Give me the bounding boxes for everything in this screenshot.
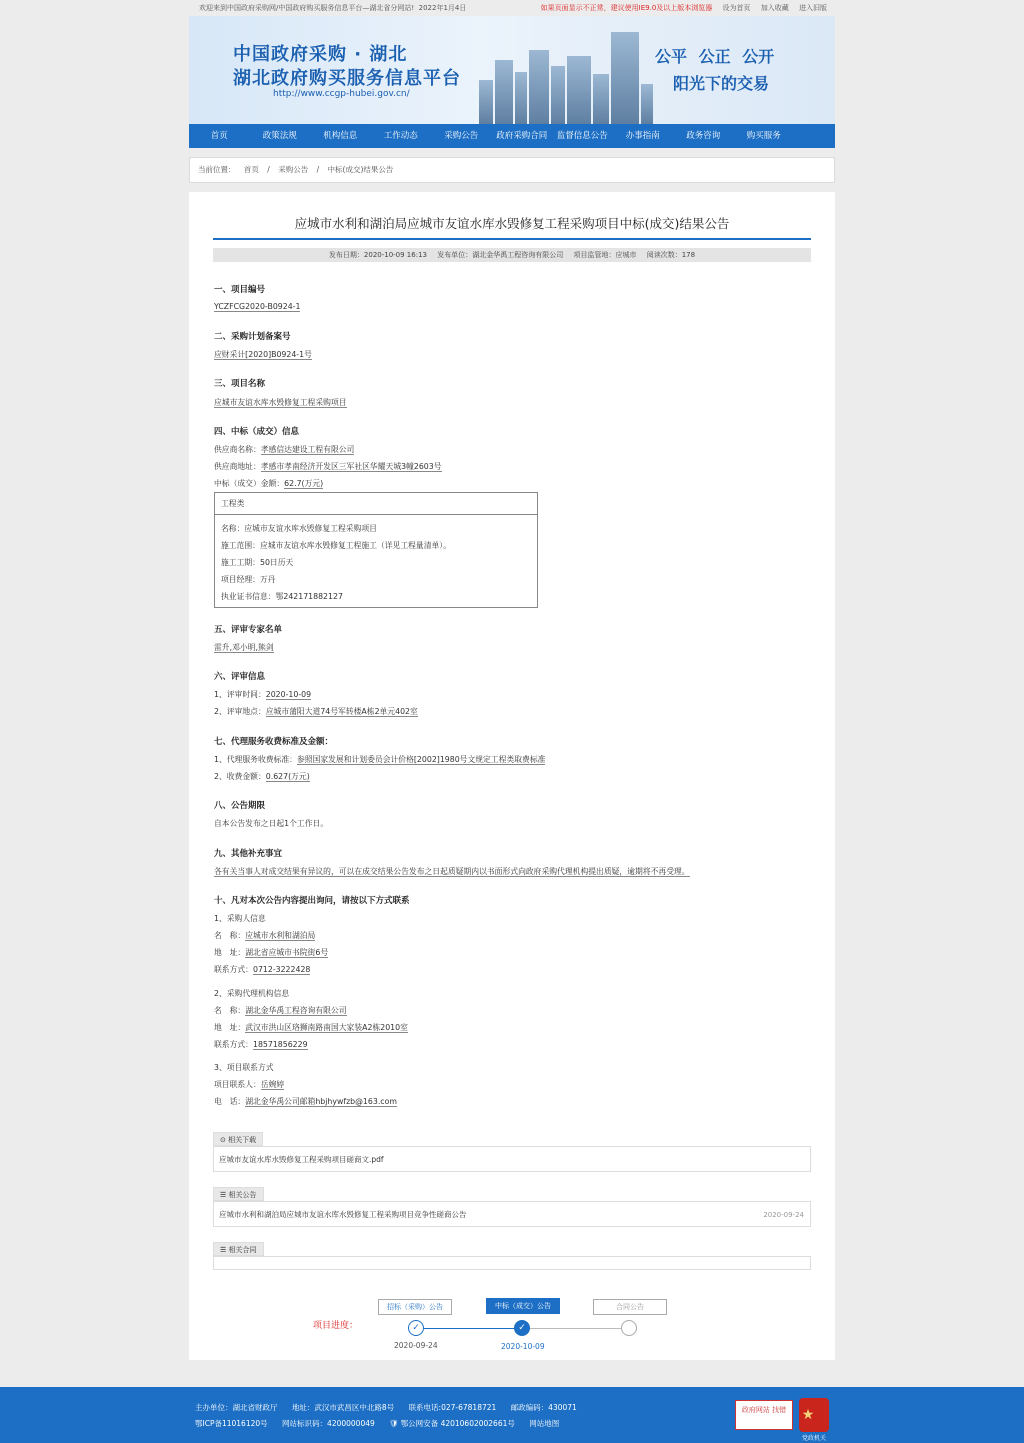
table-row: 执业证书信息：鄂242171882127: [221, 592, 343, 601]
download-icon: ⊙: [220, 1136, 226, 1144]
review-time-label: 1、评审时间：: [214, 690, 266, 699]
set-homepage-link[interactable]: 设为首页: [722, 4, 751, 12]
article-meta: [213, 248, 811, 262]
building-graphic: [611, 32, 639, 124]
plan-record-number: 应财采计[2020]B0924-1号: [214, 350, 312, 359]
fee-amount: 0.627(万元): [265, 772, 310, 781]
agency-name-label: 名 称：: [214, 1006, 246, 1015]
tab-downloads-label: 相关下载: [228, 1136, 257, 1144]
browser-warning: 如果页面显示不正常，建议使用IE9.0及以上版本浏览器: [540, 4, 713, 12]
fee-amount-label: 2、收费金额：: [214, 772, 266, 781]
supplier-address-label: 供应商地址：: [214, 462, 261, 471]
site-subtitle: 湖北政府购买服务信息平台: [233, 68, 461, 89]
breadcrumb-separator: /: [267, 165, 270, 174]
supplier-label: 供应商名称：: [214, 445, 261, 454]
step-award-announcement[interactable]: 中标（成交）公告: [486, 1298, 560, 1314]
main-nav: [189, 124, 835, 148]
error-report-badge[interactable]: 政府网站 找错: [735, 1400, 793, 1430]
party-government-badge[interactable]: [799, 1398, 829, 1432]
top-bar: [189, 0, 835, 16]
contact-person: 岳婉婷: [260, 1080, 285, 1089]
purchaser-tel-label: 联系方式：: [214, 965, 253, 974]
building-graphic: [641, 84, 653, 124]
progress-label: 项目进度：: [313, 1321, 359, 1331]
project-name: 应城市友谊水库水毁修复工程采购项目: [214, 398, 347, 407]
agency-name: 湖北金华禹工程咨询有限公司: [245, 1006, 347, 1015]
footer-sitemap[interactable]: 网站地图: [529, 1419, 560, 1428]
breadcrumb-label: 当前位置：: [198, 165, 236, 174]
current-date: 2022年1月4日: [418, 4, 467, 12]
police-badge-icon: 🛡: [389, 1419, 399, 1428]
title-divider: [213, 238, 811, 240]
list-icon: ☰: [220, 1246, 227, 1254]
review-location-label: 2、评审地点：: [214, 707, 266, 716]
agency-address-label: 地 址：: [214, 1023, 246, 1032]
footer-address: 地址：武汉市武昌区中北路8号: [291, 1403, 395, 1412]
footer-site-code: 网站标识码：4200000049: [282, 1419, 375, 1428]
table-row: 施工工期：50日历天: [221, 558, 294, 567]
fee-standard-label: 1、代理服务收费标准：: [214, 755, 297, 764]
site-footer: [0, 1387, 1024, 1443]
footer-sponsor: 主办单位：湖北省财政厅: [195, 1403, 278, 1412]
building-graphic: [479, 80, 493, 124]
welcome-text: 欢迎来到中国政府采购网/中国政府购买服务信息平台—湖北省分网站!: [199, 4, 415, 12]
supplier-name: 孝感信达建设工程有限公司: [260, 445, 355, 454]
tab-notices-label: 相关公告: [228, 1191, 257, 1199]
review-time: 2020-10-09: [265, 690, 312, 699]
nav-item-services[interactable]: 购买服务: [746, 131, 781, 141]
related-downloads: [213, 1132, 811, 1172]
project-contact-title: 3、项目联系方式: [214, 1063, 274, 1072]
section-heading: 七、代理服务收费标准及金额：: [214, 737, 334, 747]
article-panel: [189, 192, 835, 1360]
tab-downloads[interactable]: [213, 1132, 263, 1146]
supplier-address: 孝感市孝南经济开发区三军社区华耀天城3幢2603号: [260, 462, 442, 471]
agency-tel-label: 联系方式：: [214, 1040, 253, 1049]
section-heading: 五、评审专家名单: [214, 625, 283, 635]
add-favorite-link[interactable]: 加入收藏: [760, 4, 789, 12]
agency-address: 武汉市洪山区珞狮南路南国大家装A2栋2010室: [245, 1023, 408, 1032]
nav-item-guide[interactable]: 办事指南: [625, 131, 660, 141]
step-contract-announcement[interactable]: 合同公告: [593, 1299, 667, 1315]
step-tender-announcement[interactable]: 招标（采购）公告: [378, 1299, 452, 1315]
pending-circle-icon: [621, 1320, 637, 1336]
table-row: 名称：应城市友谊水库水毁修复工程采购项目: [221, 524, 377, 533]
notice-item[interactable]: [213, 1201, 811, 1227]
old-version-link[interactable]: 进入旧版: [799, 4, 827, 12]
building-graphic: [551, 66, 565, 124]
review-location: 应城市蒲阳大道74号军转楼A栋2单元402室: [265, 707, 418, 716]
breadcrumb-home[interactable]: 首页: [243, 165, 259, 174]
nav-item-announcements[interactable]: 采购公告: [444, 131, 479, 141]
bid-amount-label: 中标（成交）金额：: [214, 479, 285, 488]
building-graphic: [567, 56, 591, 124]
site-banner: [189, 16, 835, 124]
nav-item-policy[interactable]: 政策法规: [262, 131, 297, 141]
building-graphic: [593, 74, 609, 124]
party-government-label: 党政机关: [801, 1435, 826, 1442]
notice-date: 2020-09-24: [763, 1211, 804, 1219]
list-icon: ☰: [220, 1191, 227, 1199]
nav-item-news[interactable]: 工作动态: [383, 131, 418, 141]
expert-list: 雷升,邓小明,熊剑: [214, 643, 274, 652]
related-notices: [213, 1187, 811, 1227]
footer-postcode: 邮政编码：430071: [510, 1403, 577, 1412]
download-file-link[interactable]: 应城市友谊水库水毁修复工程采购项目磋商文.pdf: [219, 1155, 384, 1164]
site-title: 中国政府采购 · 湖北: [233, 44, 408, 65]
section-heading: 三、项目名称: [214, 379, 266, 389]
breadcrumb-announcements[interactable]: 采购公告: [278, 165, 309, 174]
tab-notices[interactable]: [213, 1187, 264, 1201]
slogan-fair: 公平 公正 公开: [655, 47, 775, 66]
footer-police[interactable]: 鄂公网安备 42010602002661号: [400, 1419, 515, 1428]
nav-item-home[interactable]: 首页: [210, 131, 228, 141]
article-title: 应城市水利和湖泊局应城市友谊水库水毁修复工程采购项目中标(成交)结果公告: [294, 216, 730, 231]
progress-line-pending: [530, 1328, 630, 1329]
publish-date: 发布日期：2020-10-09 16:13: [328, 251, 427, 259]
read-count: 阅读次数：178: [646, 251, 696, 259]
check-icon: ✓: [514, 1320, 530, 1336]
section-heading: 二、采购计划备案号: [214, 332, 291, 342]
purchaser-tel: 0712-3222428: [252, 965, 311, 974]
footer-phone: 联系电话:027-67818721: [408, 1403, 497, 1412]
breadcrumb: [189, 157, 835, 183]
purchaser-title: 1、采购人信息: [214, 914, 266, 923]
section-heading: 六、评审信息: [214, 672, 266, 682]
footer-icp[interactable]: 鄂ICP备11016120号: [195, 1419, 268, 1428]
site-url: http://www.ccgp-hubei.gov.cn/: [273, 89, 410, 99]
building-graphic: [495, 60, 513, 124]
contact-person-label: 项目联系人：: [214, 1080, 261, 1089]
agency-title: 2、采购代理机构信息: [214, 989, 290, 998]
supervision-location: 项目监管地：应城市: [573, 251, 637, 259]
purchaser-address: 湖北省应城市书院街6号: [245, 948, 329, 957]
building-graphic: [529, 50, 549, 124]
nav-item-consult[interactable]: 政务咨询: [686, 131, 721, 141]
download-item[interactable]: [213, 1146, 811, 1172]
agency-tel: 18571856229: [252, 1040, 308, 1049]
breadcrumb-separator: /: [316, 165, 320, 174]
table-row: 项目经理：万丹: [221, 575, 276, 584]
supplementary-note: 各有关当事人对成交结果有异议的，可以在成交结果公告发布之日起质疑期内以书面形式向政府采购代理机构提出质疑，逾期将不再受理。: [214, 867, 690, 876]
table-row: 施工范围：应城市友谊水库水毁修复工程施工（详见工程量清单）。: [221, 541, 452, 550]
section-heading: 十、凡对本次公告内容提出询问，请按以下方式联系: [214, 896, 410, 906]
contact-phone: 湖北金华禹公司邮箱hbjhywfzb@163.com: [245, 1097, 397, 1106]
related-contracts: [213, 1242, 811, 1270]
section-heading: 一、项目编号: [214, 285, 266, 295]
notice-link[interactable]: 应城市水利和湖泊局应城市友谊水库水毁修复工程采购项目竞争性磋商公告: [219, 1210, 467, 1219]
section-heading: 九、其他补充事宜: [214, 849, 283, 859]
slogan-sunshine: 阳光下的交易: [673, 74, 770, 93]
bid-amount: 62.7(万元): [284, 479, 324, 488]
nav-item-agencies[interactable]: 机构信息: [323, 131, 358, 141]
publisher: 发布单位：湖北金华禹工程咨询有限公司: [437, 251, 564, 259]
nav-item-contracts[interactable]: 政府采购合同: [496, 131, 548, 141]
project-number: YCZFCG2020-B0924-1: [214, 302, 301, 311]
contact-phone-label: 电 话：: [214, 1097, 246, 1106]
section-heading: 八、公告期限: [214, 801, 266, 811]
contracts-list: [213, 1256, 811, 1270]
building-graphic: [515, 72, 527, 124]
notice-period: 自本公告发布之日起1个工作日。: [214, 819, 329, 828]
step-date: 2020-09-24: [394, 1341, 438, 1350]
badge-emblem-icon: ★: [801, 1407, 815, 1423]
purchaser-name: 应城市水利和湖泊局: [245, 931, 316, 940]
check-icon: ✓: [408, 1320, 424, 1336]
section-heading: 四、中标（成交）信息: [214, 427, 300, 437]
table-header: 工程类: [215, 493, 537, 515]
tab-contracts[interactable]: [213, 1242, 264, 1256]
engineering-info-table: [214, 492, 538, 608]
nav-item-supervision[interactable]: 监督信息公告: [556, 131, 608, 141]
purchaser-address-label: 地 址：: [214, 948, 246, 957]
purchaser-name-label: 名 称：: [214, 931, 246, 940]
tab-contracts-label: 相关合同: [228, 1246, 257, 1254]
fee-standard: 参照国家发展和计划委员会计价格[2002]1980号文规定工程类取费标准: [296, 755, 546, 764]
step-date: 2020-10-09: [501, 1342, 545, 1351]
breadcrumb-current: 中标(成交)结果公告: [327, 165, 394, 174]
